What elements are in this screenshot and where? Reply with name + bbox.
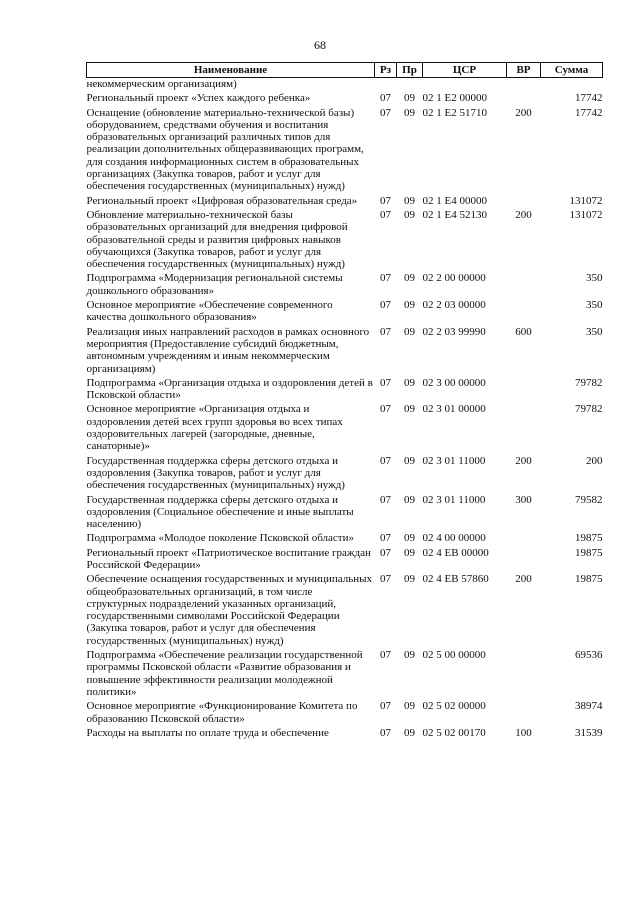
cell-rz: 07 bbox=[380, 493, 391, 506]
cell-csr: 02 1 E4 00000 bbox=[422, 194, 487, 207]
cell-csr: 02 5 00 00000 bbox=[422, 649, 486, 662]
table-row bbox=[87, 573, 603, 649]
cell-csr: 02 2 03 00000 bbox=[422, 299, 486, 312]
cell-pr: 09 bbox=[404, 106, 415, 119]
table-row bbox=[87, 547, 603, 574]
cell-name: Подпрограмма «Модернизация региональной системы дошкольного образования» bbox=[86, 272, 343, 297]
table-row bbox=[87, 455, 603, 494]
cell-vr bbox=[507, 700, 541, 727]
cell-name: Обновление материально-технической базы образовательных организаций для внедрения цифровой образовательной среды и развития цифровых навыков обучающихся (Закупка товаров, работ и услуг для обеспечения государственных (муниципальных) нужд) bbox=[86, 208, 348, 271]
cell-sum: 79582 bbox=[575, 493, 603, 506]
cell-name: Реализация иных направлений расходов в рамках основного мероприятия (Предоставление субсидий бюджетным, автономным учреждениям и иным некоммерческим организациям) bbox=[86, 325, 370, 375]
cell-name: Подпрограмма «Молодое поколение Псковской области» bbox=[86, 532, 355, 545]
table-row bbox=[87, 92, 603, 106]
cell-rz: 07 bbox=[380, 532, 391, 545]
cell-name: Государственная поддержка сферы детского отдыха и оздоровления (Социальное обеспечение и иные выплаты населению) bbox=[86, 493, 354, 531]
cell-sum: 38974 bbox=[575, 700, 603, 713]
cell-sum: 19875 bbox=[575, 532, 603, 545]
cell-name: Подпрограмма «Организация отдыха и оздоровления детей в Псковской области» bbox=[86, 376, 373, 402]
table-row bbox=[87, 403, 603, 454]
cell-vr: 200 bbox=[515, 454, 532, 467]
cell-pr: 09 bbox=[404, 700, 415, 713]
cell-name: Расходы на выплаты по оплате труда и обеспечение bbox=[86, 726, 329, 739]
cell-rz: 07 bbox=[380, 454, 391, 467]
table-row bbox=[87, 209, 603, 272]
cell-rz: 07 bbox=[380, 272, 391, 285]
cell-name: Региональный проект «Патриотическое воспитание граждан Российской Федерации» bbox=[86, 546, 371, 571]
cell-pr: 09 bbox=[404, 299, 415, 312]
cell-vr bbox=[507, 195, 541, 209]
header-name: Наименование bbox=[87, 63, 375, 78]
cell-name: Основное мероприятие «Организация отдыха и оздоровления детей всех групп здоровья во всех типах оздоровительных лагерей (загородные, дневные, санаторные)» bbox=[86, 403, 343, 453]
cell-sum: 31539 bbox=[575, 726, 603, 739]
table-header-row bbox=[87, 63, 603, 78]
budget-table bbox=[86, 62, 603, 741]
table-row bbox=[87, 494, 603, 533]
cell-name: Основное мероприятие «Обеспечение современного качества дошкольного образования» bbox=[86, 299, 333, 324]
cell-rz: 07 bbox=[380, 573, 391, 586]
table-row bbox=[87, 107, 603, 195]
cell-sum: 17742 bbox=[575, 92, 603, 105]
cell-pr: 09 bbox=[404, 649, 415, 662]
cell-vr: 200 bbox=[515, 208, 532, 221]
cell-rz: 07 bbox=[380, 403, 391, 416]
cell-vr: 100 bbox=[515, 726, 532, 739]
cell-csr: 02 4 EB 57860 bbox=[422, 573, 489, 586]
cell-rz: 07 bbox=[380, 700, 391, 713]
cell-vr: 300 bbox=[515, 493, 532, 506]
cell-rz: 07 bbox=[380, 726, 391, 739]
cell-vr bbox=[507, 78, 541, 93]
cell-pr: 09 bbox=[404, 454, 415, 467]
cell-sum: 131072 bbox=[569, 208, 603, 221]
cell-sum: 350 bbox=[586, 299, 603, 312]
cell-pr bbox=[397, 78, 423, 93]
header-sum: Сумма bbox=[541, 63, 603, 78]
cell-csr: 02 2 00 00000 bbox=[422, 272, 486, 285]
cell-vr bbox=[507, 299, 541, 326]
cell-rz bbox=[375, 78, 397, 93]
header-csr: ЦСР bbox=[423, 63, 507, 78]
cell-csr: 02 5 02 00170 bbox=[422, 726, 486, 739]
cell-csr: 02 3 01 00000 bbox=[422, 403, 486, 416]
cell-pr: 09 bbox=[404, 92, 415, 105]
cell-sum: 350 bbox=[586, 272, 603, 285]
cell-vr bbox=[507, 649, 541, 700]
cell-rz: 07 bbox=[380, 92, 391, 105]
cell-sum: 19875 bbox=[575, 546, 603, 559]
cell-csr bbox=[423, 78, 507, 93]
cell-pr: 09 bbox=[404, 194, 415, 207]
cell-name: Обеспечение оснащения государственных и муниципальных общеобразовательных организаций, в том числе структурных подразделений указанных организаций, государственными символами Российской Федерации (Закупка товаров, работ и услуг для обеспечения государственных (муниципальных) нужд) bbox=[86, 573, 373, 647]
cell-csr: 02 3 00 00000 bbox=[422, 376, 486, 389]
cell-pr: 09 bbox=[404, 272, 415, 285]
table-row bbox=[87, 532, 603, 546]
cell-sum: 350 bbox=[586, 325, 603, 338]
table-row bbox=[87, 649, 603, 700]
header-rz: Рз bbox=[375, 63, 397, 78]
table-row bbox=[87, 195, 603, 209]
cell-rz: 07 bbox=[380, 649, 391, 662]
cell-csr: 02 5 02 00000 bbox=[422, 700, 486, 713]
cell-sum: 79782 bbox=[575, 376, 603, 389]
cell-csr: 02 4 00 00000 bbox=[422, 532, 486, 545]
cell-rz: 07 bbox=[380, 194, 391, 207]
cell-rz: 07 bbox=[380, 106, 391, 119]
cell-pr: 09 bbox=[404, 546, 415, 559]
table-row bbox=[87, 700, 603, 727]
cell-csr: 02 3 01 11000 bbox=[422, 493, 486, 506]
cell-pr: 09 bbox=[404, 726, 415, 739]
cell-pr: 09 bbox=[404, 376, 415, 389]
cell-csr: 02 4 EB 00000 bbox=[422, 546, 489, 559]
cell-csr: 02 1 E2 51710 bbox=[422, 106, 487, 119]
page-number: 68 bbox=[314, 38, 326, 52]
table-row bbox=[87, 299, 603, 326]
cell-pr: 09 bbox=[404, 325, 415, 338]
cell-vr: 200 bbox=[515, 573, 532, 586]
cell-csr: 02 1 E4 52130 bbox=[422, 208, 487, 221]
cell-vr bbox=[507, 547, 541, 574]
cell-sum: 200 bbox=[586, 454, 603, 467]
cell-csr: 02 1 E2 00000 bbox=[422, 92, 487, 105]
table-row bbox=[87, 727, 603, 741]
cell-rz: 07 bbox=[380, 546, 391, 559]
cell-rz: 07 bbox=[380, 376, 391, 389]
cell-sum: 69536 bbox=[575, 649, 603, 662]
cell-sum: 19875 bbox=[575, 573, 603, 586]
cell-pr: 09 bbox=[404, 208, 415, 221]
cell-rz: 07 bbox=[380, 325, 391, 338]
table-row bbox=[87, 272, 603, 299]
cell-name: Подпрограмма «Обеспечение реализации государственной программы Псковской области «Развитие образования и повышение эффективности реализации молодежной политики» bbox=[86, 649, 363, 698]
cell-sum: 79782 bbox=[575, 403, 603, 416]
cell-sum: 17742 bbox=[575, 106, 603, 119]
cell-name: некоммерческим организациям) bbox=[86, 78, 237, 90]
cell-vr bbox=[507, 403, 541, 454]
cell-name: Региональный проект «Успех каждого ребенка» bbox=[86, 92, 311, 105]
cell-rz: 07 bbox=[380, 299, 391, 312]
header-pr: Пр bbox=[397, 63, 423, 78]
cell-vr bbox=[507, 532, 541, 546]
header-vr: ВР bbox=[507, 63, 541, 78]
cell-pr: 09 bbox=[404, 573, 415, 586]
cell-vr: 200 bbox=[515, 106, 532, 119]
cell-name: Оснащение (обновление материально-технической базы) оборудованием, средствами обучения и воспитания образовательных организаций различных типов для реализации дополнительных общеразвивающих программ, для создания информационных систем в образовательных организациях (Закупка товаров, работ и услуг для обеспечения государственных (муниципальных) нужд) bbox=[86, 106, 364, 193]
cell-csr: 02 2 03 99990 bbox=[422, 325, 486, 338]
cell-csr: 02 3 01 11000 bbox=[422, 454, 486, 467]
table-row bbox=[87, 377, 603, 404]
cell-pr: 09 bbox=[404, 532, 415, 545]
cell-name: Основное мероприятие «Функционирование Комитета по образованию Псковской области» bbox=[86, 700, 358, 725]
cell-vr bbox=[507, 272, 541, 299]
cell-sum bbox=[541, 78, 603, 93]
cell-sum: 131072 bbox=[569, 194, 603, 207]
cell-pr: 09 bbox=[404, 403, 415, 416]
cell-rz: 07 bbox=[380, 208, 391, 221]
cell-name: Региональный проект «Цифровая образовательная среда» bbox=[86, 194, 358, 207]
cell-name: Государственная поддержка сферы детского отдыха и оздоровления (Закупка товаров, работ и услуг для обеспечения государственных (муниципальных) нужд) bbox=[86, 454, 345, 492]
cell-vr bbox=[507, 377, 541, 404]
cell-pr: 09 bbox=[404, 493, 415, 506]
cell-vr bbox=[507, 92, 541, 106]
table-row bbox=[87, 78, 603, 93]
cell-vr: 600 bbox=[515, 325, 532, 338]
table-row bbox=[87, 326, 603, 377]
